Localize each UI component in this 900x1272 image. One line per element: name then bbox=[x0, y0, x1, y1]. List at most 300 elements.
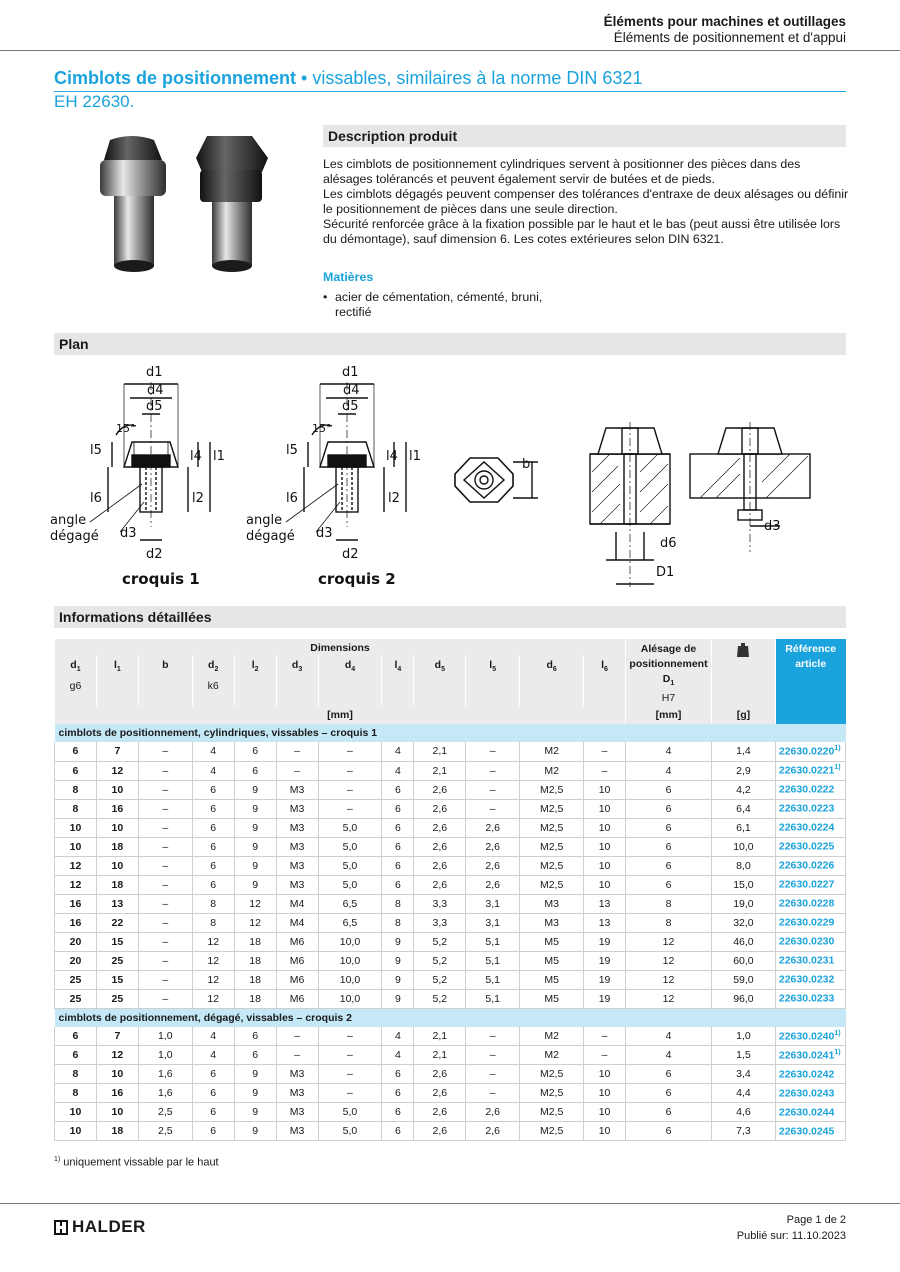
bore-unit: [mm] bbox=[626, 706, 712, 724]
label-degage-2: dégagé bbox=[246, 529, 295, 544]
table-cell: 4,6 bbox=[711, 1103, 775, 1122]
table-cell: 8 bbox=[55, 799, 97, 818]
table-cell: 2,6 bbox=[466, 837, 520, 856]
table-row bbox=[55, 970, 846, 989]
table-cell: 9 bbox=[234, 1084, 276, 1103]
article-reference-link[interactable] bbox=[775, 761, 845, 780]
article-reference-link[interactable] bbox=[775, 1084, 845, 1103]
column-subscript: 6 bbox=[552, 666, 557, 674]
table-cell: 59,0 bbox=[711, 970, 775, 989]
article-reference[interactable]: 22630.0240 bbox=[778, 1030, 835, 1043]
table-cell: 25 bbox=[96, 989, 138, 1008]
table-cell: 10 bbox=[584, 856, 626, 875]
table-cell: 3,1 bbox=[466, 913, 520, 932]
label-d3-2: d3 bbox=[316, 526, 333, 541]
table-cell: 2,6 bbox=[466, 1103, 520, 1122]
table-cell: 2,6 bbox=[414, 780, 466, 799]
table-cell: 5,0 bbox=[318, 818, 382, 837]
label-angle-2: angle bbox=[246, 513, 283, 528]
table-cell: 6 bbox=[55, 742, 97, 761]
table-cell: 4 bbox=[382, 761, 414, 780]
table-cell: 6,5 bbox=[318, 894, 382, 913]
table-cell: 6 bbox=[382, 799, 414, 818]
table-cell: 6 bbox=[55, 1046, 97, 1065]
table-cell: 9 bbox=[234, 856, 276, 875]
table-cell: – bbox=[138, 818, 192, 837]
weight-unit: [g] bbox=[711, 706, 775, 724]
table-cell: 2,6 bbox=[414, 875, 466, 894]
article-reference-link[interactable] bbox=[775, 894, 845, 913]
table-cell: 2,6 bbox=[466, 875, 520, 894]
table-cell: 4 bbox=[626, 1046, 712, 1065]
table-row bbox=[55, 1084, 846, 1103]
bullet-icon: • bbox=[323, 290, 328, 304]
label-angle15-2: 15° bbox=[312, 422, 332, 435]
table-cell: 10 bbox=[584, 780, 626, 799]
label-l5: l5 bbox=[90, 443, 102, 458]
table-cell: 4 bbox=[192, 1027, 234, 1046]
table-cell: 7 bbox=[96, 1027, 138, 1046]
bore-label: Alésage de positionnement bbox=[629, 643, 708, 670]
table-cell: 32,0 bbox=[711, 913, 775, 932]
footnote-ref: 1) bbox=[834, 1048, 841, 1056]
table-cell: 9 bbox=[382, 989, 414, 1008]
table-cell: 2,6 bbox=[414, 818, 466, 837]
column-symbol: l bbox=[251, 659, 255, 672]
table-cell: M5 bbox=[520, 932, 584, 951]
table-cell: M3 bbox=[276, 780, 318, 799]
table-cell: 9 bbox=[382, 951, 414, 970]
article-reference-link[interactable] bbox=[775, 970, 845, 989]
column-header bbox=[318, 655, 382, 706]
table-cell: 15 bbox=[96, 932, 138, 951]
table-cell: – bbox=[138, 932, 192, 951]
table-cell: M3 bbox=[276, 856, 318, 875]
table-cell: 6 bbox=[626, 1122, 712, 1141]
table-cell: M6 bbox=[276, 932, 318, 951]
column-subscript: 1 bbox=[76, 666, 81, 674]
table-cell: M2,5 bbox=[520, 1122, 584, 1141]
table-cell: M3 bbox=[276, 1084, 318, 1103]
article-reference[interactable]: 22630.0222 bbox=[778, 783, 835, 796]
table-cell: 5,0 bbox=[318, 1103, 382, 1122]
table-cell: 10 bbox=[55, 837, 97, 856]
article-reference[interactable]: 22630.0242 bbox=[778, 1068, 835, 1081]
table-cell: M3 bbox=[276, 837, 318, 856]
table-cell: M4 bbox=[276, 894, 318, 913]
table-cell: – bbox=[584, 1046, 626, 1065]
article-reference-link[interactable] bbox=[775, 1046, 845, 1065]
table-cell: 10 bbox=[584, 1084, 626, 1103]
article-reference[interactable]: 22630.0227 bbox=[778, 878, 835, 891]
table-row bbox=[55, 856, 846, 875]
table-cell: 12 bbox=[626, 932, 712, 951]
table-cell: 9 bbox=[382, 970, 414, 989]
table-cell: 10 bbox=[584, 1065, 626, 1084]
table-cell: 19,0 bbox=[711, 894, 775, 913]
table-cell: 4,2 bbox=[711, 780, 775, 799]
table-cell: 4 bbox=[382, 1027, 414, 1046]
label-d5: d5 bbox=[146, 399, 163, 414]
table-cell: 19 bbox=[584, 970, 626, 989]
table-cell: 10,0 bbox=[318, 970, 382, 989]
table-cell: M3 bbox=[276, 1103, 318, 1122]
table-cell: 10 bbox=[55, 1122, 97, 1141]
label-d2-2: d2 bbox=[342, 547, 359, 562]
table-cell: 6 bbox=[382, 818, 414, 837]
article-reference-link[interactable] bbox=[775, 818, 845, 837]
column-tolerance: k6 bbox=[207, 680, 219, 693]
article-reference[interactable]: 22630.0244 bbox=[778, 1106, 835, 1119]
label-angle15: 15° bbox=[116, 422, 136, 435]
table-cell: M6 bbox=[276, 951, 318, 970]
table-cell: M3 bbox=[276, 799, 318, 818]
table-cell: 6 bbox=[55, 1027, 97, 1046]
column-tolerance: g6 bbox=[69, 680, 82, 693]
table-cell: 18 bbox=[96, 1122, 138, 1141]
table-cell: – bbox=[466, 1065, 520, 1084]
column-header bbox=[234, 655, 276, 706]
table-cell: M6 bbox=[276, 989, 318, 1008]
published-date: Publié sur: 11.10.2023 bbox=[736, 1230, 846, 1242]
table-cell: M2,5 bbox=[520, 780, 584, 799]
table-cell: 6 bbox=[192, 818, 234, 837]
column-subscript: 2 bbox=[214, 666, 219, 674]
column-header bbox=[55, 655, 97, 706]
table-cell: 25 bbox=[55, 989, 97, 1008]
table-cell: 18 bbox=[234, 932, 276, 951]
table-cell: – bbox=[318, 1027, 382, 1046]
table-cell: 10 bbox=[584, 1122, 626, 1141]
table-cell: 25 bbox=[55, 970, 97, 989]
table-cell: 8 bbox=[55, 1065, 97, 1084]
table-cell: 1,4 bbox=[711, 742, 775, 761]
table-cell: M2,5 bbox=[520, 837, 584, 856]
table-cell: 1,0 bbox=[138, 1046, 192, 1065]
table-cell: 13 bbox=[584, 894, 626, 913]
article-reference-link[interactable] bbox=[775, 780, 845, 799]
table-cell: 12 bbox=[192, 970, 234, 989]
table-row bbox=[55, 799, 846, 818]
column-symbol: d bbox=[344, 659, 352, 672]
materials-list bbox=[323, 290, 553, 320]
header-divider bbox=[0, 50, 900, 51]
article-reference[interactable]: 22630.0241 bbox=[778, 1049, 835, 1062]
table-row bbox=[55, 761, 846, 780]
description-heading: Description produit bbox=[323, 125, 846, 147]
table-cell: 13 bbox=[584, 913, 626, 932]
table-cell: 2,6 bbox=[414, 1065, 466, 1084]
table-cell: – bbox=[318, 1084, 382, 1103]
article-reference-link[interactable] bbox=[775, 856, 845, 875]
table-cell: 3,4 bbox=[711, 1065, 775, 1084]
table-cell: 15,0 bbox=[711, 875, 775, 894]
table-cell: – bbox=[466, 1027, 520, 1046]
table-cell: 6 bbox=[234, 742, 276, 761]
table-cell: 2,6 bbox=[466, 1122, 520, 1141]
description-paragraph: Les cimblots de positionnement cylindriques servent à positionner des pièces dans des alésages tolérancés et peuvent également servir de butées et de pieds. bbox=[323, 157, 801, 186]
article-reference-link[interactable] bbox=[775, 799, 845, 818]
article-reference[interactable]: 22630.0229 bbox=[778, 916, 835, 929]
footnote bbox=[54, 1156, 219, 1169]
article-reference[interactable]: 22630.0230 bbox=[778, 935, 835, 948]
article-reference-link[interactable] bbox=[775, 1122, 845, 1141]
description-paragraph: Les cimblots dégagés peuvent compenser des tolérances d'entraxe de deux alésages ou définir le positionnement de pièces dans une seule direction. bbox=[323, 187, 849, 216]
article-reference[interactable]: 22630.0243 bbox=[778, 1087, 835, 1100]
label-d3: d3 bbox=[120, 526, 137, 541]
table-cell: 6 bbox=[192, 1103, 234, 1122]
column-subscript: 5 bbox=[441, 666, 445, 674]
article-reference-link[interactable] bbox=[775, 932, 845, 951]
table-cell: 8,0 bbox=[711, 856, 775, 875]
table-cell: – bbox=[138, 989, 192, 1008]
table-cell: 6 bbox=[382, 856, 414, 875]
table-cell: 6 bbox=[55, 761, 97, 780]
table-cell: M2,5 bbox=[520, 856, 584, 875]
label-l2: l2 bbox=[192, 491, 204, 506]
table-cell: 6,4 bbox=[711, 799, 775, 818]
table-cell: M2 bbox=[520, 761, 584, 780]
table-cell: 2,1 bbox=[414, 1027, 466, 1046]
label-l6: l6 bbox=[90, 491, 102, 506]
table-cell: 2,6 bbox=[414, 1122, 466, 1141]
table-cell: 4 bbox=[626, 742, 712, 761]
table-cell: 19 bbox=[584, 989, 626, 1008]
table-cell: – bbox=[318, 742, 382, 761]
article-reference-link[interactable] bbox=[775, 875, 845, 894]
table-cell: – bbox=[138, 970, 192, 989]
table-row bbox=[55, 1046, 846, 1065]
article-reference[interactable]: 22630.0245 bbox=[778, 1125, 835, 1138]
label-D1: D1 bbox=[656, 565, 675, 580]
table-cell: 5,2 bbox=[414, 932, 466, 951]
table-cell: 5,2 bbox=[414, 989, 466, 1008]
table-cell: 19 bbox=[584, 951, 626, 970]
table-cell: 20 bbox=[55, 951, 97, 970]
article-reference[interactable]: 22630.0225 bbox=[778, 840, 835, 853]
table-cell: 12 bbox=[96, 761, 138, 780]
article-reference[interactable]: 22630.0232 bbox=[778, 973, 835, 986]
table-cell: 18 bbox=[234, 951, 276, 970]
article-reference-link[interactable] bbox=[775, 742, 845, 761]
footnote-ref: 1) bbox=[834, 745, 841, 753]
table-cell: 6,5 bbox=[318, 913, 382, 932]
article-reference[interactable]: 22630.0220 bbox=[778, 745, 835, 758]
table-cell: M5 bbox=[520, 970, 584, 989]
table-cell: 60,0 bbox=[711, 951, 775, 970]
table-cell: – bbox=[318, 761, 382, 780]
table-cell: 5,1 bbox=[466, 932, 520, 951]
table-cell: 25 bbox=[96, 951, 138, 970]
table-cell: 6 bbox=[192, 856, 234, 875]
brand-name: HALDER bbox=[72, 1217, 146, 1236]
table-cell: 2,5 bbox=[138, 1122, 192, 1141]
mm-unit: [mm] bbox=[55, 706, 626, 724]
table-cell: 2,6 bbox=[466, 818, 520, 837]
article-reference-link[interactable] bbox=[775, 1103, 845, 1122]
article-reference-link[interactable] bbox=[775, 951, 845, 970]
halder-logo-icon bbox=[54, 1220, 68, 1235]
table-cell: 10 bbox=[55, 1103, 97, 1122]
dimensions-header: Dimensions bbox=[55, 639, 626, 655]
table-cell: 2,1 bbox=[414, 761, 466, 780]
table-row bbox=[55, 989, 846, 1008]
table-cell: 10,0 bbox=[318, 932, 382, 951]
column-subscript: 4 bbox=[351, 666, 356, 674]
label-l6-2: l6 bbox=[286, 491, 298, 506]
table-cell: 6 bbox=[234, 1046, 276, 1065]
label-d6: d6 bbox=[660, 536, 677, 551]
table-row bbox=[55, 780, 846, 799]
table-cell: 8 bbox=[55, 1084, 97, 1103]
table-cell: 2,6 bbox=[414, 837, 466, 856]
table-cell: 4 bbox=[192, 1046, 234, 1065]
article-reference-link[interactable] bbox=[775, 1065, 845, 1084]
table-cell: 6 bbox=[626, 856, 712, 875]
column-header bbox=[414, 655, 466, 706]
article-reference-link[interactable] bbox=[775, 1027, 845, 1046]
label-d1: d1 bbox=[146, 365, 163, 380]
table-cell: 8 bbox=[626, 894, 712, 913]
table-cell: 10 bbox=[96, 1103, 138, 1122]
table-cell: M2 bbox=[520, 1046, 584, 1065]
table-cell: 2,1 bbox=[414, 1046, 466, 1065]
table-row bbox=[55, 1103, 846, 1122]
article-reference[interactable]: 22630.0221 bbox=[778, 764, 835, 777]
table-cell: 20 bbox=[55, 932, 97, 951]
table-cell: 6,1 bbox=[711, 818, 775, 837]
table-cell: – bbox=[318, 780, 382, 799]
label-d4-2: d4 bbox=[343, 383, 360, 398]
table-cell: 18 bbox=[234, 970, 276, 989]
article-reference[interactable]: 22630.0224 bbox=[778, 821, 835, 834]
table-cell: – bbox=[138, 856, 192, 875]
table-cell: 2,6 bbox=[466, 856, 520, 875]
table-cell: M3 bbox=[276, 875, 318, 894]
table-cell: – bbox=[138, 742, 192, 761]
table-cell: M2,5 bbox=[520, 1065, 584, 1084]
table-cell: 4 bbox=[192, 742, 234, 761]
table-cell: M3 bbox=[276, 1122, 318, 1141]
column-symbol: d bbox=[70, 659, 77, 672]
table-cell: 6 bbox=[626, 780, 712, 799]
table-row bbox=[55, 913, 846, 932]
table-cell: 6 bbox=[382, 780, 414, 799]
table-cell: – bbox=[138, 761, 192, 780]
table-cell: 8 bbox=[626, 913, 712, 932]
table-cell: 10 bbox=[96, 818, 138, 837]
table-cell: 5,0 bbox=[318, 875, 382, 894]
column-symbol: l bbox=[394, 659, 398, 672]
table-cell: 1,0 bbox=[711, 1027, 775, 1046]
article-reference[interactable]: 22630.0226 bbox=[778, 859, 835, 872]
table-cell: – bbox=[276, 742, 318, 761]
table-cell: 1,5 bbox=[711, 1046, 775, 1065]
table-cell: 2,6 bbox=[414, 799, 466, 818]
label-l2-2: l2 bbox=[388, 491, 400, 506]
table-cell: 18 bbox=[96, 837, 138, 856]
reference-header: Référence article bbox=[775, 639, 845, 724]
table-cell: 3,3 bbox=[414, 913, 466, 932]
table-cell: 96,0 bbox=[711, 989, 775, 1008]
table-cell: M4 bbox=[276, 913, 318, 932]
table-section-header bbox=[55, 1008, 846, 1027]
table-cell: 4 bbox=[382, 1046, 414, 1065]
column-header bbox=[138, 655, 192, 706]
table-cell: 9 bbox=[234, 799, 276, 818]
column-symbol: b bbox=[162, 659, 169, 672]
table-cell: 12 bbox=[55, 875, 97, 894]
table-cell: 10 bbox=[96, 780, 138, 799]
product-photo bbox=[92, 130, 272, 280]
article-reference-link[interactable] bbox=[775, 989, 845, 1008]
article-reference[interactable]: 22630.0223 bbox=[778, 802, 835, 815]
table-cell: 9 bbox=[234, 1122, 276, 1141]
table-cell: 12 bbox=[96, 1046, 138, 1065]
table-cell: – bbox=[138, 894, 192, 913]
page-number: Page 1 de 2 bbox=[786, 1214, 846, 1226]
article-reference[interactable]: 22630.0233 bbox=[778, 992, 835, 1005]
title-main: Cimblots de positionnement bbox=[54, 68, 297, 88]
label-croquis2: croquis 2 bbox=[318, 570, 396, 588]
table-cell: 5,2 bbox=[414, 951, 466, 970]
article-reference[interactable]: 22630.0231 bbox=[778, 954, 835, 967]
article-reference[interactable]: 22630.0228 bbox=[778, 897, 835, 910]
table-cell: 10,0 bbox=[318, 951, 382, 970]
footnote-ref: 1) bbox=[834, 764, 841, 772]
table-cell: 6 bbox=[234, 761, 276, 780]
table-cell: 6 bbox=[234, 1027, 276, 1046]
table-cell: 6 bbox=[192, 1122, 234, 1141]
label-d4: d4 bbox=[147, 383, 164, 398]
table-cell: 6 bbox=[626, 875, 712, 894]
section-title: cimblots de positionnement, dégagé, vissables – croquis 2 bbox=[55, 1008, 846, 1027]
table-cell: – bbox=[318, 799, 382, 818]
column-subscript: 1 bbox=[116, 666, 121, 674]
table-cell: 5,0 bbox=[318, 1122, 382, 1141]
table-cell: 2,6 bbox=[414, 1103, 466, 1122]
section-title: cimblots de positionnement, cylindriques, vissables – croquis 1 bbox=[55, 724, 846, 742]
table-cell: 5,0 bbox=[318, 837, 382, 856]
table-cell: 6 bbox=[626, 799, 712, 818]
materials-heading: Matières bbox=[323, 270, 374, 284]
table-cell: – bbox=[138, 913, 192, 932]
table-cell: 2,9 bbox=[711, 761, 775, 780]
article-reference-link[interactable] bbox=[775, 913, 845, 932]
table-cell: 4 bbox=[626, 1027, 712, 1046]
table-cell: 6 bbox=[626, 818, 712, 837]
table-cell: 13 bbox=[96, 894, 138, 913]
table-cell: M2,5 bbox=[520, 1103, 584, 1122]
table-cell: M5 bbox=[520, 989, 584, 1008]
column-header bbox=[584, 655, 626, 706]
table-cell: 8 bbox=[192, 894, 234, 913]
table-row bbox=[55, 1065, 846, 1084]
table-cell: M3 bbox=[520, 913, 584, 932]
article-reference-link[interactable] bbox=[775, 837, 845, 856]
label-l1: l1 bbox=[213, 449, 225, 464]
table-cell: 16 bbox=[96, 799, 138, 818]
details-table bbox=[54, 639, 846, 1141]
column-symbol: d bbox=[208, 659, 215, 672]
table-row bbox=[55, 1122, 846, 1141]
table-row bbox=[55, 742, 846, 761]
table-cell: 6 bbox=[382, 1084, 414, 1103]
table-cell: 1,6 bbox=[138, 1065, 192, 1084]
label-l1-2: l1 bbox=[409, 449, 421, 464]
footnote-text: uniquement vissable par le haut bbox=[63, 1156, 219, 1169]
table-cell: 7,3 bbox=[711, 1122, 775, 1141]
